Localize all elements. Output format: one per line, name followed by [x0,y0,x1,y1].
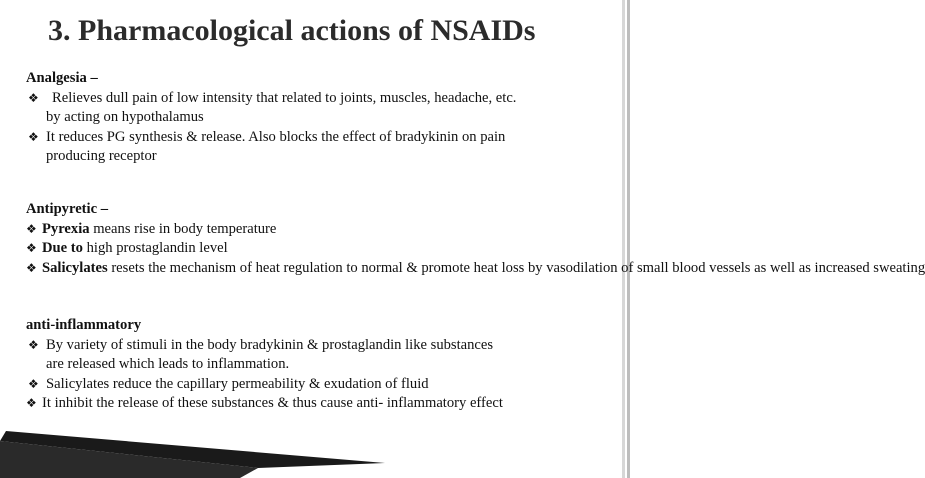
section-heading-anti-inflammatory: anti-inflammatory [26,317,142,333]
list-item-text: resets the mechanism of heat regulation to normal & promote heat [107,259,498,276]
list-item-text-cont: are released which leads to inflammation. [46,356,290,372]
list-item [26,128,626,167]
list-item-text: It inhibit the release of these substances & thus cause anti- inflammatory effect [42,395,503,411]
section-heading-analgesia: Analgesia – [26,70,98,86]
list-item [26,394,626,414]
list-item-text-cont: loss by vasodilation of small blood vessels as well as increased sweating [501,259,925,276]
list-item-text: high prostaglandin level [82,240,228,256]
list-item [26,375,626,395]
list-item-text: Relieves dull pain of low intensity that related to joints, muscles, headache, etc. [52,89,517,106]
term-due-to: Due to [42,240,83,256]
diamond-bullet-icon: ❖ [26,221,37,236]
list-item [26,239,626,259]
diamond-bullet-icon: ❖ [26,241,37,255]
list-item-text: means rise in body temperature [89,220,277,237]
diamond-bullet-icon: ❖ [26,260,37,275]
diamond-bullet-icon: ❖ [28,90,39,105]
list-item-text: By variety of stimuli in the body bradykinin & prostaglandin like substances [46,336,494,353]
list-item-text: Salicylates reduce the capillary permeability & exudation of fluid [46,375,429,392]
list-item-text-cont: by acting on hypothalamus [46,109,204,125]
diamond-bullet-icon: ❖ [28,376,39,391]
slide-title: 3. Pharmacological actions of NSAIDs [48,14,536,47]
list-item-text-cont: producing receptor [46,148,157,164]
term-salicylates: Salicylates [42,259,108,276]
section-analgesia [26,69,626,167]
term-pyrexia: Pyrexia [42,220,90,237]
list-item [26,336,626,375]
diamond-bullet-icon: ❖ [26,396,37,410]
list-item [26,259,925,279]
section-heading-antipyretic: Antipyretic – [26,201,109,217]
diamond-bullet-icon: ❖ [28,337,39,352]
section-antipyretic [26,200,925,278]
diamond-bullet-icon: ❖ [28,129,39,144]
list-item [26,89,626,128]
section-anti-inflammatory [26,316,626,414]
list-item-text: It reduces PG synthesis & release. Also blocks the effect of bradykinin on pain [46,128,506,145]
list-item [26,220,626,240]
